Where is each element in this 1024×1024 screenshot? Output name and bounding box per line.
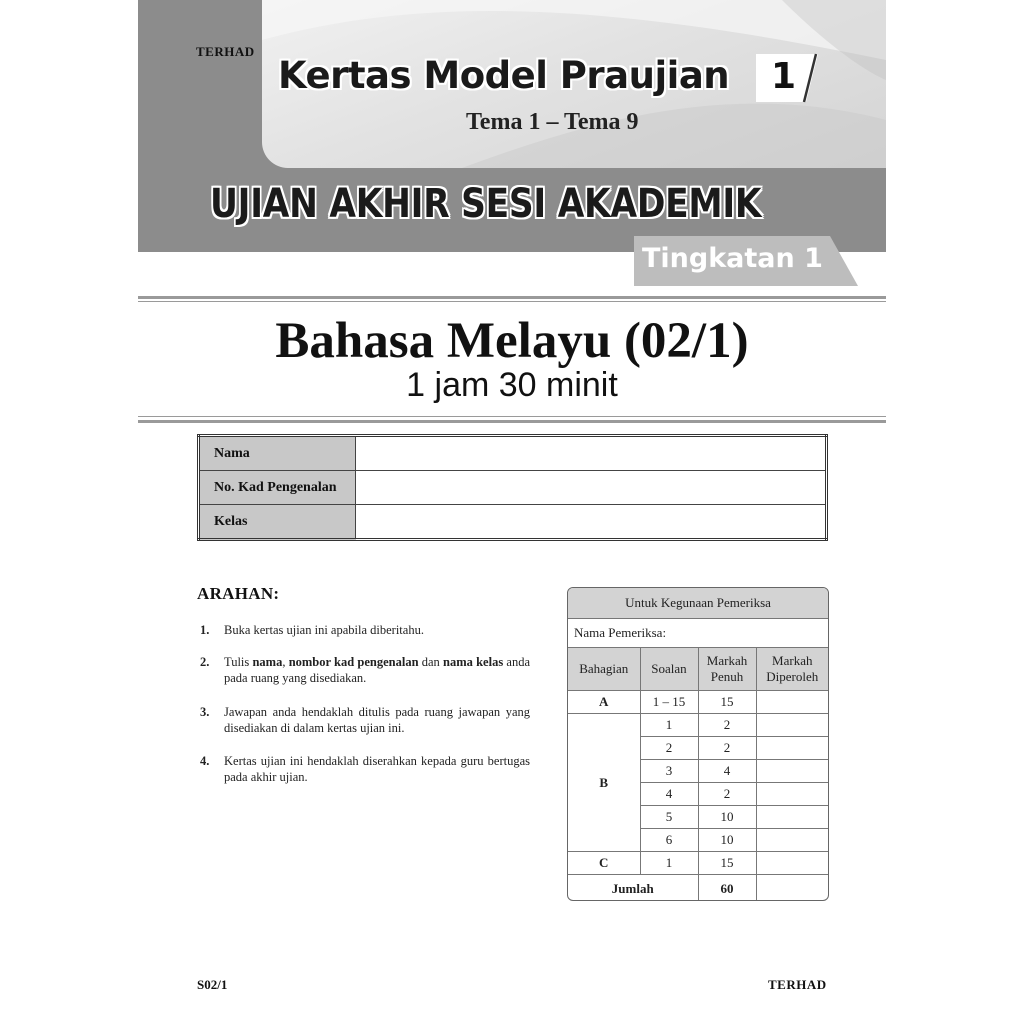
divider: [138, 420, 886, 423]
examiner-name-label: Nama Pemeriksa:: [568, 619, 828, 648]
divider: [138, 416, 886, 417]
total-obtained-cell[interactable]: [756, 875, 828, 902]
section-cell: B: [568, 714, 640, 852]
col-header-section: Bahagian: [568, 648, 640, 691]
name-field[interactable]: [356, 436, 827, 471]
col-header-marks-obtained: [756, 648, 828, 691]
obtained-marks-cell[interactable]: [756, 714, 828, 737]
examiner-marks-table: [567, 587, 829, 901]
col-header-question: Soalan: [640, 648, 698, 691]
total-label: Jumlah: [568, 875, 698, 902]
obtained-marks-cell[interactable]: [756, 852, 828, 875]
question-cell: 1: [640, 714, 698, 737]
marks-table-title: Untuk Kegunaan Pemeriksa: [568, 588, 828, 619]
instruction-item: [200, 753, 530, 785]
obtained-marks-cell[interactable]: [756, 783, 828, 806]
examiner-name-row: [568, 619, 828, 648]
instructions-heading: ARAHAN:: [197, 584, 280, 603]
question-cell: 2: [640, 737, 698, 760]
full-marks-cell: 15: [698, 691, 756, 714]
paper-number: 1: [771, 56, 797, 97]
name-label: Nama: [199, 436, 356, 471]
question-cell: 3: [640, 760, 698, 783]
full-marks-cell: 15: [698, 852, 756, 875]
full-marks-cell: 2: [698, 714, 756, 737]
instruction-item: [200, 704, 530, 736]
marks-table-title-row: [568, 588, 828, 619]
series-title: Kertas Model Praujian: [278, 54, 730, 97]
subject-title: Bahasa Melayu (02/1): [275, 313, 749, 369]
obtained-marks-cell[interactable]: [756, 691, 828, 714]
table-row: [568, 714, 828, 737]
section-cell: A: [568, 691, 640, 714]
instruction-text: Kertas ujian ini hendaklah diserahkan kepada guru bertugas pada akhir ujian.: [224, 754, 530, 784]
instruction-number: 2.: [200, 655, 210, 669]
question-cell: 4: [640, 783, 698, 806]
question-cell: 1: [640, 852, 698, 875]
full-marks-cell: 10: [698, 806, 756, 829]
instruction-text-part: anda pada ruang yang disediakan.: [224, 655, 530, 685]
instruction-text-part: ,: [282, 655, 289, 669]
col-header-text: Penuh: [710, 669, 744, 684]
full-marks-cell: 10: [698, 829, 756, 852]
question-cell: 1 – 15: [640, 691, 698, 714]
exam-duration: 1 jam 30 minit: [406, 366, 618, 404]
classification-top: TERHAD: [196, 44, 255, 59]
table-row: [568, 852, 828, 875]
ic-number-label: No. Kad Pengenalan: [199, 471, 356, 505]
exam-title: UJIAN AKHIR SESI AKADEMIK: [210, 181, 762, 227]
paper-code: S02/1: [197, 977, 228, 992]
col-header-text: Markah: [706, 653, 748, 668]
total-row: [568, 875, 828, 902]
form-row-name: [199, 436, 827, 471]
form-row-class: [199, 505, 827, 540]
instruction-text: Buka kertas ujian ini apabila diberitahu.: [224, 623, 424, 637]
divider: [138, 296, 886, 299]
table-row: [568, 691, 828, 714]
instruction-number: 4.: [200, 754, 210, 768]
instruction-text: [224, 654, 530, 686]
grade-tab-label: Tingkatan 1: [642, 243, 823, 274]
instruction-emphasis: nama kelas: [443, 655, 504, 669]
classification-bottom: TERHAD: [768, 977, 827, 992]
divider: [138, 301, 886, 302]
col-header-full-marks: [698, 648, 756, 691]
obtained-marks-cell[interactable]: [756, 806, 828, 829]
instruction-number: 1.: [200, 623, 210, 637]
obtained-marks-cell[interactable]: [756, 760, 828, 783]
identity-form: [197, 434, 828, 541]
instruction-text: Jawapan anda hendaklah ditulis pada ruang jawapan yang disediakan di dalam kertas ujian ini.: [224, 705, 530, 735]
instruction-text-part: Tulis: [224, 655, 253, 669]
instruction-emphasis: nombor kad pengenalan: [288, 655, 419, 669]
section-cell: C: [568, 852, 640, 875]
class-label: Kelas: [199, 505, 356, 540]
marks-header-row: [568, 648, 828, 691]
instruction-number: 3.: [200, 705, 210, 719]
total-full-marks: 60: [698, 875, 756, 902]
form-row-ic: [199, 471, 827, 505]
col-header-text: Diperoleh: [766, 669, 819, 684]
obtained-marks-cell[interactable]: [756, 829, 828, 852]
col-header-text: Markah: [772, 653, 813, 668]
full-marks-cell: 4: [698, 760, 756, 783]
question-cell: 6: [640, 829, 698, 852]
class-field[interactable]: [356, 505, 827, 540]
instruction-emphasis: nama: [252, 655, 283, 669]
instruction-text-part: dan: [418, 655, 444, 669]
question-cell: 5: [640, 806, 698, 829]
full-marks-cell: 2: [698, 737, 756, 760]
theme-range: Tema 1 – Tema 9: [466, 109, 639, 135]
instruction-item: [200, 622, 530, 638]
ic-number-field[interactable]: [356, 471, 827, 505]
full-marks-cell: 2: [698, 783, 756, 806]
instruction-item: [200, 654, 530, 686]
obtained-marks-cell[interactable]: [756, 737, 828, 760]
marks-grid: [568, 588, 828, 901]
